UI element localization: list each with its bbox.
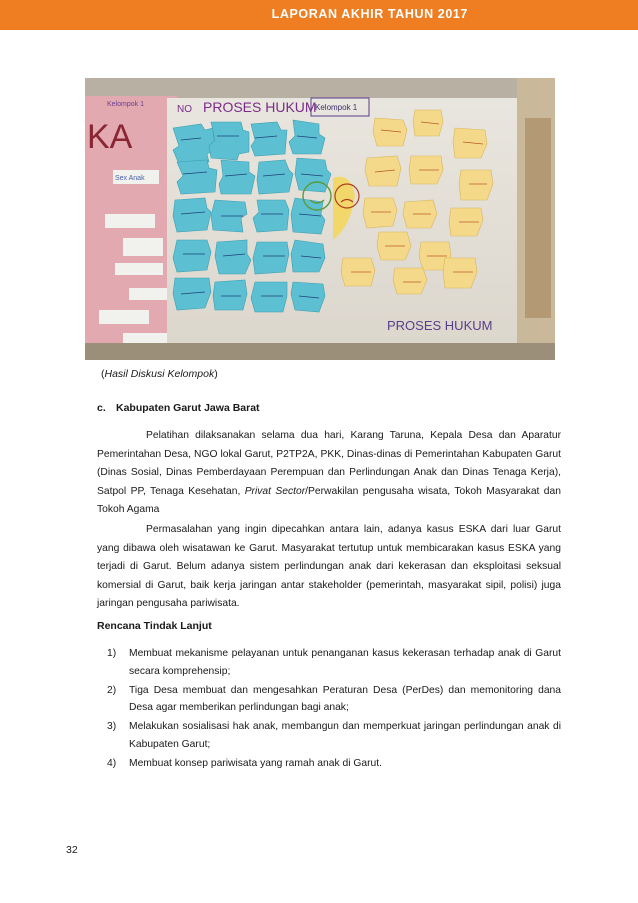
list-item bbox=[97, 682, 561, 718]
list-number: 3) bbox=[107, 721, 117, 733]
list-item bbox=[97, 718, 561, 754]
paragraph-problems: Permasalahan yang ingin dipecahkan antara lain, adanya kasus ESKA dari luar Garut yang dibawa oleh wisatawan ke Garut. Masyarakat tertutup untuk membicarakan kasus ESKA yang terjadi di Garut. Belum adanya sistem perlindungan anak dari kekerasan dan eksploitasi seksual komersial di Garut, baik kerja jaringan antar stakeholder (pemerintah, masyarakat sipil, polisi) juga jaringan pengusaha pariwisata. bbox=[97, 524, 561, 609]
corner-tag: Kelompok 1 bbox=[107, 101, 144, 108]
side-letters: KA bbox=[87, 118, 133, 156]
report-header-title: LAPORAN AKHIR TAHUN 2017 bbox=[271, 7, 468, 21]
group-tag: Kelompok 1 bbox=[315, 103, 358, 112]
page-number: 32 bbox=[66, 844, 78, 856]
paragraph-italic-text: Privat Sector bbox=[244, 485, 306, 497]
list-text: Membuat konsep pariwisata yang ramah anak di Garut. bbox=[129, 757, 382, 769]
bottom-label: PROSES HUKUM bbox=[387, 318, 493, 333]
caption-text: Hasil Diskusi Kelompok bbox=[104, 368, 215, 380]
list-text: Tiga Desa membuat dan mengesahkan Peraturan Desa (PerDes) dan memonitoring dana Desa agar memberikan perlindungan bagi anak; bbox=[129, 684, 561, 714]
section-heading bbox=[97, 402, 260, 414]
list-number: 2) bbox=[107, 684, 117, 696]
plan-list bbox=[97, 645, 561, 774]
plan-heading: Rencana Tindak Lanjut bbox=[97, 620, 212, 632]
board-number: NO bbox=[177, 104, 192, 115]
paragraph-text-end: /Perwakilan pengusaha wisata, Tokoh Masyarakat dan Tokoh Agama bbox=[97, 485, 561, 515]
list-text: Melakukan sosialisasi hak anak, membangun dan memperkuat jaringan perlindungan anak di Kabupaten Garut; bbox=[129, 721, 561, 750]
photo-caption: (Hasil Diskusi Kelompok) bbox=[101, 368, 218, 380]
paragraph-participants bbox=[97, 427, 561, 520]
list-text: Membuat mekanisme pelayanan untuk penanganan kasus kekerasan terhadap anak di Garut secara komprehensip; bbox=[129, 648, 561, 677]
paragraph-text: Pelatihan dilaksanakan selama dua hari, Karang Taruna, Kepala Desa dan Aparatur Pemerintahan Desa, NGO lokal Garut, P2TP2A, PKK, Dinas-dinas di Pemerintahan Kabupaten Garut (Dinas Sosial, Dinas Pemberdayaan Perempuan dan Perlindungan Anak dan Dinas Tenaga Kerja), Satpol PP, Tenaga Kesehatan, bbox=[97, 430, 561, 497]
list-number: 4) bbox=[107, 757, 117, 769]
list-item bbox=[97, 755, 561, 773]
list-item bbox=[97, 645, 561, 681]
section-letter: c. bbox=[97, 402, 106, 414]
list-number: 1) bbox=[107, 648, 117, 659]
side-label: Sex Anak bbox=[115, 175, 145, 182]
section-title: Kabupaten Garut Jawa Barat bbox=[116, 402, 260, 414]
discussion-photo bbox=[85, 78, 555, 360]
board-title: PROSES HUKUM bbox=[203, 99, 317, 115]
